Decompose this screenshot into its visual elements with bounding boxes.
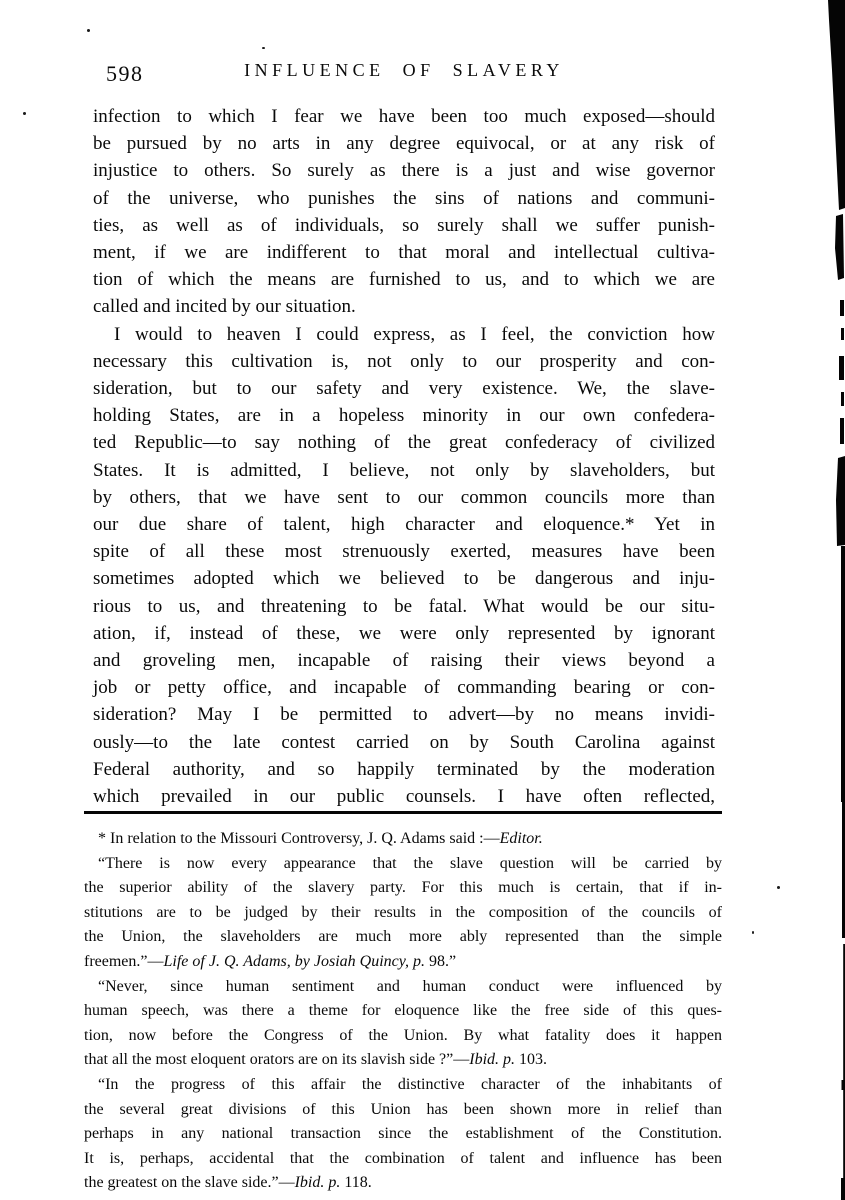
text-segment: ation, if, instead of these, we were only represented by ignorant <box>93 622 715 644</box>
text-segment: which prevailed in our public counsels. I have often reflected, <box>93 786 715 808</box>
page-header <box>93 58 715 94</box>
text-segment: job or petty office, and incapable of commanding bearing or con- <box>93 677 715 699</box>
text-segment: ted Republic—to say nothing of the great confederacy of civilized <box>93 432 715 454</box>
text-segment: the greatest on the slave side.”— <box>84 1174 295 1192</box>
text-segment: be pursued by no arts in any degree equivocal, or at any risk of <box>93 133 715 155</box>
text-segment: 118. <box>340 1174 372 1192</box>
text-segment: perhaps in any national transaction since the establishment of the Constitution. <box>84 1125 722 1143</box>
text-segment: and groveling men, incapable of raising their views beyond a <box>93 650 715 672</box>
text-line <box>93 729 715 756</box>
text-segment: Federal authority, and so happily terminated by the moderation <box>93 758 715 780</box>
text-line <box>93 701 715 728</box>
text-segment: necessary this cultivation is, not only to our prosperity and con- <box>93 350 715 372</box>
text-segment: “There is now every appearance that the slave question will be carried by <box>98 854 722 872</box>
scan-binding-shadow-artifact <box>820 0 845 1200</box>
text-line <box>93 538 715 565</box>
text-segment: freemen.”— <box>84 952 164 970</box>
text-segment: called and incited by our situation. <box>93 296 356 318</box>
text-line <box>84 1122 722 1147</box>
text-line <box>93 130 715 157</box>
footnote-editor-note <box>84 827 722 852</box>
text-line <box>93 756 715 783</box>
text-line <box>84 925 722 950</box>
text-line <box>93 402 715 429</box>
italic-text-segment: Life of J. Q. Adams, by Josiah Quincy, p. <box>163 952 425 970</box>
footnote-separator-rule <box>84 811 722 814</box>
text-segment: sideration? May I be permitted to advert—by no means invidi- <box>93 704 715 726</box>
text-segment: stitutions are to be judged by their results in the composition of the councils of <box>84 903 722 921</box>
body-paragraph-1 <box>93 103 715 321</box>
text-segment: sometimes adopted which we believed to be dangerous and inju- <box>93 568 715 590</box>
text-line <box>84 1048 722 1073</box>
text-segment: holding States, are in a hopeless minority in our own confedera- <box>93 405 715 427</box>
text-line <box>93 511 715 538</box>
scan-speck <box>777 886 780 889</box>
text-line <box>84 999 722 1024</box>
scan-speck <box>87 29 90 32</box>
text-line <box>93 565 715 592</box>
text-segment: It is, perhaps, accidental that the combination of talent and influence has been <box>84 1149 722 1167</box>
text-line <box>84 1024 722 1049</box>
text-line <box>93 783 715 810</box>
text-segment: by others, that we have sent to our common councils more than <box>93 486 715 508</box>
text-line <box>84 852 722 877</box>
text-line <box>93 157 715 184</box>
text-line <box>93 620 715 647</box>
text-line <box>84 975 722 1000</box>
scan-speck <box>752 931 754 934</box>
text-line <box>93 321 715 348</box>
footnote-quote-3 <box>84 1073 722 1196</box>
text-segment: the superior ability of the slavery party. For this much is certain, that if in- <box>84 879 722 897</box>
text-segment: I would to heaven I could express, as I feel, the conviction how <box>114 323 715 345</box>
italic-text-segment: Ibid. p. <box>294 1174 341 1192</box>
text-segment: “Never, since human sentiment and human conduct were influenced by <box>98 977 722 995</box>
text-line <box>93 593 715 620</box>
text-line <box>93 375 715 402</box>
body-paragraph-2 <box>93 321 715 811</box>
text-segment: 103. <box>515 1051 548 1069</box>
text-line <box>84 901 722 926</box>
text-line <box>84 950 722 975</box>
text-line <box>93 239 715 266</box>
text-segment: ties, as well as of individuals, so surely shall we suffer punish- <box>93 214 715 236</box>
footnote-quote-1 <box>84 852 722 975</box>
text-line <box>93 647 715 674</box>
text-line <box>84 1147 722 1172</box>
italic-text-segment: Ibid. p. <box>469 1051 516 1069</box>
text-segment: our due share of talent, high character and eloquence.* Yet in <box>93 514 715 536</box>
text-line <box>84 827 722 852</box>
text-segment: States. It is admitted, I believe, not only by slaveholders, but <box>93 459 715 481</box>
text-segment: of the universe, who punishes the sins of nations and communi- <box>93 187 715 209</box>
text-segment: tion of which the means are furnished to us, and to which we are <box>93 269 715 291</box>
text-segment: human speech, was there a theme for eloquence like the free side of this ques- <box>84 1002 722 1020</box>
scan-speck <box>262 47 265 49</box>
text-line <box>84 876 722 901</box>
text-segment: “In the progress of this affair the distinctive character of the inhabitants of <box>98 1075 722 1093</box>
text-line <box>84 1098 722 1123</box>
text-segment: infection to which I fear we have been too much exposed—should <box>93 106 715 127</box>
page-number: 598 <box>106 61 144 86</box>
running-title: INFLUENCE OF SLAVERY <box>244 60 564 80</box>
text-line <box>93 429 715 456</box>
text-line <box>93 185 715 212</box>
footnote-section <box>84 827 722 1196</box>
scan-speck <box>23 112 26 115</box>
text-segment: the Union, the slaveholders are much more ably represented than the simple <box>84 928 722 946</box>
text-line <box>93 103 715 130</box>
text-segment: ously—to the late contest carried on by South Carolina against <box>93 731 715 753</box>
text-segment: ment, if we are indifferent to that moral and intellectual cultiva- <box>93 242 715 264</box>
text-segment: spite of all these most strenuously exerted, measures have been <box>93 541 715 563</box>
text-segment: the several great divisions of this Union has been shown more in relief than <box>84 1100 722 1118</box>
text-segment: * In relation to the Missouri Controversy, J. Q. Adams said :— <box>98 830 500 847</box>
text-line <box>93 674 715 701</box>
body-text <box>93 103 715 810</box>
footnote-quote-2 <box>84 975 722 1073</box>
text-segment: injustice to others. So surely as there is a just and wise governor <box>93 160 715 182</box>
text-segment: that all the most eloquent orators are on its slavish side ?”— <box>84 1051 470 1069</box>
text-segment: tion, now before the Congress of the Union. By what fatality does it happen <box>84 1026 722 1044</box>
text-line <box>93 212 715 239</box>
text-line <box>93 293 715 320</box>
italic-text-segment: Editor. <box>499 830 543 847</box>
text-segment: rious to us, and threatening to be fatal. What would be our situ- <box>93 595 715 617</box>
text-line <box>93 348 715 375</box>
text-line <box>84 1171 722 1196</box>
text-segment: 98.” <box>424 952 457 970</box>
text-line <box>93 266 715 293</box>
text-line <box>84 1073 722 1098</box>
text-line <box>93 457 715 484</box>
text-line <box>93 484 715 511</box>
text-segment: sideration, but to our safety and very existence. We, the slave- <box>93 378 715 400</box>
